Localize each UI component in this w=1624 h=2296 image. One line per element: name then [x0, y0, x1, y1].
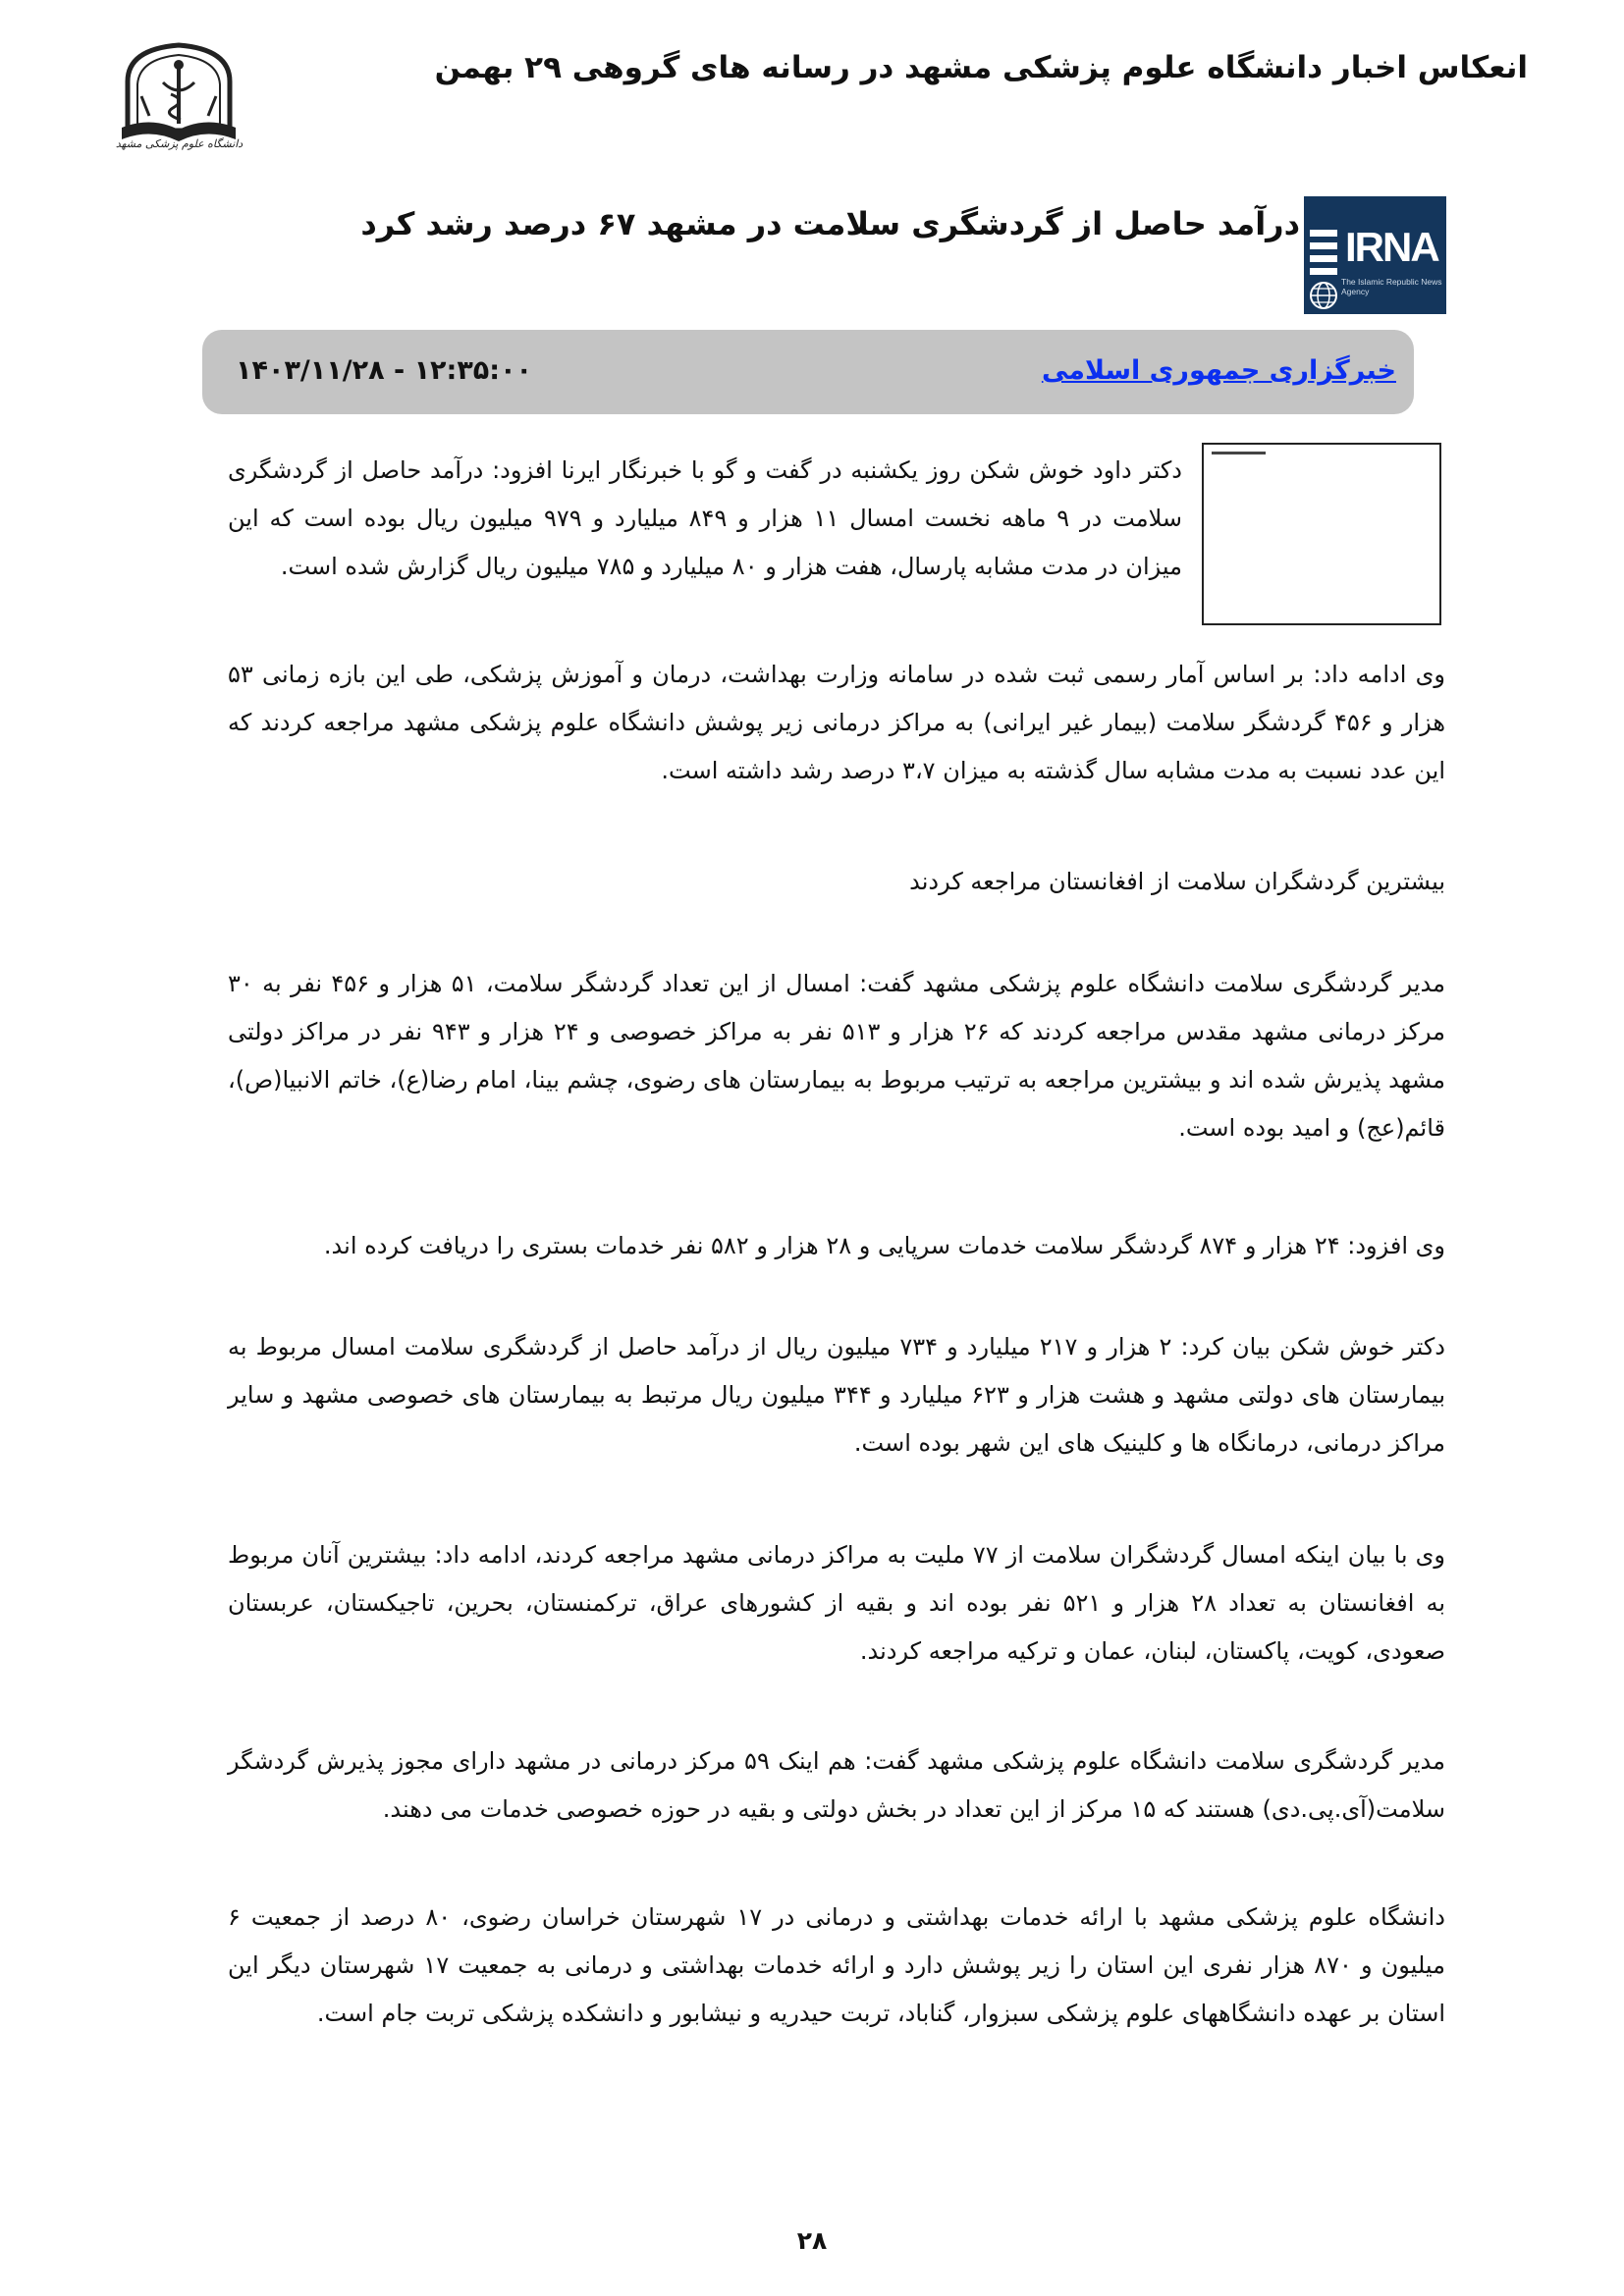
article-title: درآمد حاصل از گردشگری سلامت در مشهد ۶۷ درصد رشد کرد [360, 205, 1300, 242]
article-paragraph: وی افزود: ۲۴ هزار و ۸۷۴ گردشگر سلامت خدمات سرپایی و ۲۸ هزار و ۵۸۲ نفر خدمات بستری را دریافت کرده اند. [323, 1232, 1445, 1259]
article-paragraph: وی ادامه داد: بر اساس آمار رسمی ثبت شده در سامانه وزارت بهداشت، درمان و آموزش پزشکی، طی این بازه زمانی ۵۳ هزار و ۴۵۶ گردشگر سلامت (بیمار غیر ایرانی) به مراکز درمانی زیر پوشش دانشگاه علوم پزشکی مشهد مراجعه کردند که این عدد نسبت به مدت مشابه سال گذشته به میزان ۳،۷ درصد رشد داشته است. [228, 661, 1445, 784]
irna-logo [1304, 196, 1446, 314]
article-paragraph: دانشگاه علوم پزشکی مشهد با ارائه خدمات بهداشتی و درمانی در ۱۷ شهرستان خراسان رضوی، ۸۰ درصد از جمعیت ۶ میلیون و ۸۷۰ هزار نفری این استان را زیر پوشش دارد و ارائه خدمات بهداشتی و درمانی به جمعیت ۱۷ شهرستان دیگر این استان بر عهده دانشگاههای علوم پزشکی سبزوار، گناباد، تربت حیدریه و نیشابور و دانشکده پزشکی تربت جام است. [228, 1903, 1445, 2027]
globe-icon [1309, 281, 1338, 310]
publish-datetime: ۱۴۰۳/۱۱/۲۸ - ۱۲:۳۵:۰۰ [236, 355, 533, 386]
news-agency-link[interactable]: خبرگزاری جمهوری اسلامی [1041, 355, 1396, 386]
article-paragraph: وی با بیان اینکه امسال گردشگران سلامت از ۷۷ ملیت به مراکز درمانی مشهد مراجعه کردند، ادامه داد: بیشترین آنان مربوط به افغانستان به تعداد ۲۸ هزار و ۵۲۱ نفر بوده اند و بقیه از کشورهای عراق، ترکمنستان، بحرین، تاجیکستان، عربستان صعودی، کویت، پاکستان، لبنان، عمان و ترکیه مراجعه کردند. [228, 1541, 1445, 1665]
article-paragraph: دکتر خوش شکن بیان کرد: ۲ هزار و ۲۱۷ میلیارد و ۷۳۴ میلیون ریال از درآمد حاصل از گردشگری سلامت امسال مربوط به بیمارستان های دولتی مشهد و هشت هزار و ۶۲۳ میلیارد و ۳۴۴ میلیون ریال مرتبط به بیمارستان های خصوصی مشهد و سایر مراکز درمانی، درمانگاه ها و کلینیک های این شهر بوده است. [228, 1333, 1445, 1457]
image-caption-line [1212, 452, 1266, 454]
university-logo-caption: دانشگاه علوم پزشکی مشهد [115, 137, 244, 150]
article-meta-bar [202, 330, 1414, 414]
article-paragraph: دکتر داود خوش شکن روز یکشنبه در گفت و گو با خبرنگار ایرنا افزود: درآمد حاصل از گردشگری سلامت در ۹ ماهه نخست امسال ۱۱ هزار و ۸۴۹ میلیارد و ۹۷۹ میلیون ریال بوده است که این میزان در مدت مشابه پارسال، هفت هزار و ۸۰ میلیارد و ۷۸۵ میلیون ریال گزارش شده است. [228, 456, 1183, 580]
article-image [1202, 443, 1441, 625]
irna-logo-tagline: The Islamic Republic News Agency [1341, 277, 1442, 296]
irna-logo-text: IRNA [1345, 224, 1438, 270]
page-number: ۲۸ [796, 2226, 828, 2255]
article-paragraph: مدیر گردشگری سلامت دانشگاه علوم پزشکی مشهد گفت: هم اینک ۵۹ مرکز درمانی در مشهد دارای مجوز پذیرش گردشگر سلامت(آی.پی.دی) هستند که ۱۵ مرکز از این تعداد در بخش دولتی و بقیه در حوزه خصوصی خدمات می دهند. [228, 1747, 1445, 1823]
article-subheading: بیشترین گردشگران سلامت از افغانستان مراجعه کردند [909, 868, 1445, 895]
document-header-title: انعکاس اخبار دانشگاه علوم پزشکی مشهد در رسانه های گروهی ۲۹ بهمن [434, 50, 1528, 85]
university-logo [108, 37, 250, 165]
article-paragraph: مدیر گردشگری سلامت دانشگاه علوم پزشکی مشهد گفت: امسال از این تعداد گردشگر سلامت، ۵۱ هزار و ۴۵۶ نفر به ۳۰ مرکز درمانی مشهد مقدس مراجعه کردند که ۲۶ هزار و ۵۱۳ نفر به مراکز خصوصی و ۲۴ هزار و ۹۴۳ نفر در مراکز دولتی مشهد پذیرش شده اند و بیشترین مراجعه به ترتیب مربوط به بیمارستان های رضوی، چشم بینا، امام رضا(ع)، خاتم الانبیا(ص)، قائم(عج) و امید بوده است. [228, 970, 1446, 1142]
